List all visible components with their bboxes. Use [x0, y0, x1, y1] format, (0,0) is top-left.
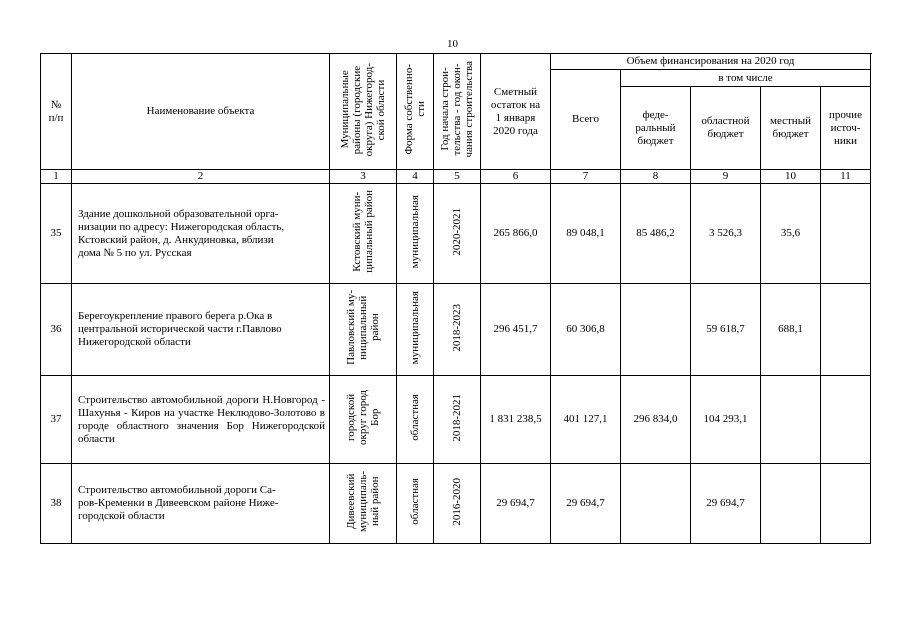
- row-num: 36: [41, 284, 72, 376]
- municipality-cell: [330, 284, 397, 376]
- header-years-cell: [434, 54, 481, 170]
- table-row: [41, 376, 871, 464]
- ownership: муниципальная: [409, 194, 421, 269]
- header-federal: феде- ральный бюджет: [621, 87, 691, 170]
- years: 2018-2023: [451, 303, 463, 352]
- header-estimate: Сметный остаток на 1 января 2020 года: [481, 54, 551, 170]
- estimate-value: 29 694,7: [481, 464, 551, 544]
- years: 2020-2021: [451, 207, 463, 256]
- row-num: 37: [41, 376, 72, 464]
- years: 2018-2021: [451, 393, 463, 442]
- municipality-cell: [330, 184, 397, 284]
- local-value: 35,6: [761, 184, 821, 284]
- ownership-cell: [397, 376, 434, 464]
- column-number: 9: [691, 170, 761, 184]
- ownership: муниципальная: [409, 290, 421, 365]
- column-number: 10: [761, 170, 821, 184]
- column-number: 8: [621, 170, 691, 184]
- federal-value: 85 486,2: [621, 184, 691, 284]
- header-municipality-cell: [330, 54, 397, 170]
- column-number: 4: [397, 170, 434, 184]
- municipality: городской округ город Бор: [345, 390, 381, 445]
- financing-table: [40, 53, 871, 544]
- regional-value: 3 526,3: [691, 184, 761, 284]
- table-row: [41, 464, 871, 544]
- local-value: [761, 376, 821, 464]
- municipality-cell: [330, 376, 397, 464]
- table-row: [41, 284, 871, 376]
- municipality: Дивеевский муниципаль- ный район: [345, 470, 381, 533]
- total-value: 401 127,1: [551, 376, 621, 464]
- ownership-cell: [397, 284, 434, 376]
- years-cell: [434, 284, 481, 376]
- object-name: Строительство автомобильной дороги Са- ров-Кременки в Дивеевском районе Ниже- городской области: [72, 464, 330, 544]
- other-value: [821, 464, 871, 544]
- ownership-cell: [397, 184, 434, 284]
- regional-value: 104 293,1: [691, 376, 761, 464]
- regional-value: 59 618,7: [691, 284, 761, 376]
- row-num: 35: [41, 184, 72, 284]
- page-number: 10: [447, 38, 458, 50]
- row-num: 38: [41, 464, 72, 544]
- header-num: № п/п: [41, 54, 72, 170]
- other-value: [821, 284, 871, 376]
- column-number: 2: [72, 170, 330, 184]
- ownership: областная: [409, 394, 421, 441]
- federal-value: 296 834,0: [621, 376, 691, 464]
- municipality-cell: [330, 464, 397, 544]
- years-cell: [434, 184, 481, 284]
- header-local: местный бюджет: [761, 87, 821, 170]
- object-name: Берегоукрепление правого берега р.Ока в центральной исторической части г.Павлово Нижегородской области: [72, 284, 330, 376]
- other-value: [821, 184, 871, 284]
- local-value: [761, 464, 821, 544]
- other-value: [821, 376, 871, 464]
- total-value: 29 694,7: [551, 464, 621, 544]
- header-ownership-cell: [397, 54, 434, 170]
- estimate-value: 1 831 238,5: [481, 376, 551, 464]
- header-total: Всего: [551, 70, 621, 170]
- column-number: 11: [821, 170, 871, 184]
- column-number: 7: [551, 170, 621, 184]
- ownership-cell: [397, 464, 434, 544]
- header-funding: Объем финансирования на 2020 год: [551, 54, 871, 70]
- total-value: 60 306,8: [551, 284, 621, 376]
- header-municipality: Муниципальные районы (городские округа) Нижегород- ской области: [339, 62, 387, 157]
- years-cell: [434, 464, 481, 544]
- federal-value: [621, 284, 691, 376]
- municipality: Кстовский муни- ципальный район: [351, 190, 375, 273]
- column-number: 3: [330, 170, 397, 184]
- header-ownership: Форма собственно- сти: [403, 64, 427, 155]
- years-cell: [434, 376, 481, 464]
- ownership: областная: [409, 478, 421, 525]
- regional-value: 29 694,7: [691, 464, 761, 544]
- object-name: Строительство автомобильной дороги Н.Новгород - Шахунья - Киров на участке Неклюдово-Золотово в городе областного значения Бор Нижегородской области: [72, 376, 330, 464]
- estimate-value: 265 866,0: [481, 184, 551, 284]
- federal-value: [621, 464, 691, 544]
- header-years: Год начала строи- тельства - год окон- чания строительства: [439, 61, 475, 158]
- column-number: 5: [434, 170, 481, 184]
- header-including: в том числе: [621, 70, 871, 87]
- header-regional: областной бюджет: [691, 87, 761, 170]
- table-row: [41, 184, 871, 284]
- local-value: 688,1: [761, 284, 821, 376]
- header-other: прочие источ- ники: [821, 87, 871, 170]
- column-number: 6: [481, 170, 551, 184]
- municipality: Павловский му- ниципальный район: [345, 290, 381, 365]
- object-name: Здание дошкольной образовательной орга- низации по адресу: Нижегородская область, Кстовский район, д. Анкудиновка, вблизи дома № 5 по ул. Русская: [72, 184, 330, 284]
- column-number: 1: [41, 170, 72, 184]
- total-value: 89 048,1: [551, 184, 621, 284]
- estimate-value: 296 451,7: [481, 284, 551, 376]
- years: 2016-2020: [451, 477, 463, 526]
- header-name: Наименование объекта: [72, 54, 330, 170]
- column-numbers-row: [41, 170, 871, 184]
